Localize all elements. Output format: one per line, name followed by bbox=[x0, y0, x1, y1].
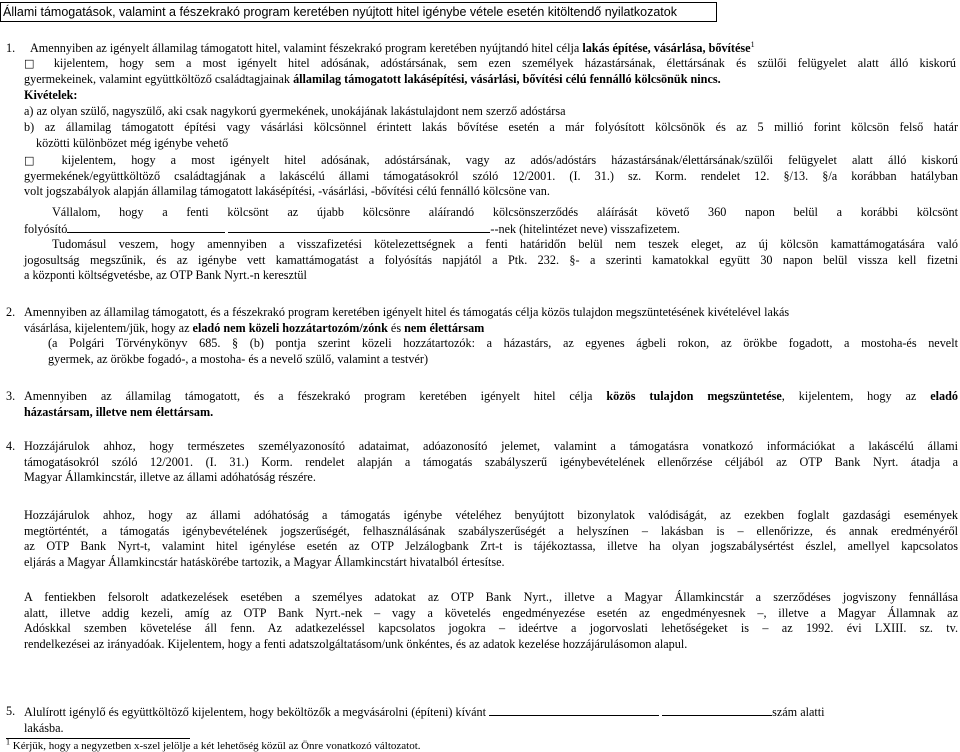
s4-p2-line1: Hozzájárulok ahhoz, hogy az állami adóhatóság a támogatás igénybe vételéhez benyújtott bizonylatok valódiságát, az ezekben foglalt gazdasági események bbox=[24, 508, 958, 522]
section-5-number: 5. bbox=[6, 704, 16, 718]
s3-line1-start: Amennyiben az államilag támogatott, és a fészekrakó program keretében igényelt hitel célja bbox=[24, 389, 593, 403]
decl2-line2: gyermekének/együttköltöző családtagjának a lakáscélú állami támogatásokról szóló 12/2001. (I. 31.) sz. Korm. rendelet 12. §/13. §/a korábban hatályban bbox=[24, 168, 958, 183]
exc-b-line2: közötti különbözet még igénybe vehető bbox=[36, 135, 229, 150]
section-4-paragraph-3 bbox=[24, 590, 958, 652]
section-4-number: 4. bbox=[6, 439, 16, 453]
exception-a: a) az olyan szülő, nagyszülő, aki csak nagykorú gyermekének, unokájának lakástulajdont nem szerző adóstársa bbox=[24, 104, 566, 118]
s3-line1-bold1: közös tulajdon megszüntetése bbox=[606, 389, 782, 403]
section-5-text bbox=[24, 704, 958, 736]
s4-p1-line1: Hozzájárulok ahhoz, hogy természetes személyazonosító adataimat, adóazonosító jelemet, valamint a támogatásra vonatkozó információkat a lakáscélú állami bbox=[24, 439, 958, 453]
section-1-intro-bold: lakás építése, vásárlása, bővítése bbox=[582, 41, 751, 55]
acknowledgement bbox=[24, 237, 958, 284]
s2-line3: (a Polgári Törvénykönyv 685. § (b) pontja szerint közeli hozzátartozók: a házastárs, az egyenes ágbeli rokon, az örökbe fogadott, a mostoha-és nevelt bbox=[48, 336, 958, 350]
s4-p3-line4: rendelkezései az irányadóak. Kijelentem, hogy a fenti adatszolgáltatásom/unk önkéntes, és az adatok kezelése hozzájárulásomon alapul. bbox=[24, 636, 688, 651]
s4-p3-line2: alatt, illetve addig kezeli, amíg az OTP Bank Nyrt.-nek – vagy a követelés engedményezése esetén az engedményesnek –, illetve a Magyar Államnak az bbox=[24, 605, 958, 620]
ack-line3: a központi költségvetésbe, az OTP Bank Nyrt.-n keresztül bbox=[24, 268, 307, 282]
undertake-line2-end: --nek (hitelintézet neve) visszafizetem. bbox=[490, 221, 680, 236]
undertake-line2-start: folyósító bbox=[24, 221, 68, 236]
undertake-line1: Vállalom, hogy a fenti kölcsönt az újabb kölcsönre aláírandó kölcsönszerződés aláírását követő 360 napon belül a korábbi kölcsönt bbox=[52, 205, 958, 219]
exception-b bbox=[24, 120, 958, 151]
checkbox-declaration-1[interactable]: □ bbox=[24, 57, 43, 70]
undertaking bbox=[24, 205, 958, 237]
s2-line2-start: vásárlása, kijelentem/jük, hogy az bbox=[24, 320, 190, 335]
ack-line1: Tudomásul veszem, hogy amennyiben a visszafizetési kötelezettségnek a fenti határidőn belül nem teszek eleget, az új kölcsön kamattámogatására való bbox=[52, 237, 958, 251]
s2-line2-bold1: eladó nem közeli hozzátartozóm/zónk bbox=[192, 320, 388, 335]
s4-p2-line3: az OTP Bank Nyrt-t, valamint hitel igénylése esetén az OTP Jelzálogbank Zrt-t is tájékoztassa, illetve ha olyan jogszabálysértést észlel, amellyel kapcsolatos bbox=[24, 539, 958, 553]
document-title: Állami támogatások, valamint a fészekrakó program keretében nyújtott hitel igénybe vétele esetén kitöltendő nyilatkozatok bbox=[0, 2, 717, 22]
s3-line2-bold: házastársam, illetve nem élettársam. bbox=[24, 404, 214, 419]
s5-line1-start: Alulírott igénylő és együttköltöző kijelentem, hogy beköltözők a megvásárolni (építeni) kívánt bbox=[24, 705, 487, 719]
lender-name-field-1[interactable] bbox=[67, 221, 225, 233]
decl2-line3: volt jogszabályok alapján államilag támogatott lakásépítési, -vásárlási, -bővítési célú fennálló kölcsöne van. bbox=[24, 184, 550, 198]
section-3-text bbox=[24, 389, 958, 420]
s5-line1-end: szám alatti bbox=[772, 705, 825, 719]
checkbox-declaration-2[interactable]: □ bbox=[24, 154, 47, 167]
section-1-intro-text: Amennyiben az igényelt államilag támogatott hitel, valamint fészekrakó program keretében nyújtandó hitel célja bbox=[30, 41, 580, 55]
ack-line2: jogosultság megszűnik, és az igénybe vett kamattámogatást a folyósítás napjától a Ptk. 232. §- a szerinti kamatokkal együtt 30 napon belül vissza kell fizetni bbox=[24, 252, 958, 267]
s4-p2-line4: eljárás a Magyar Államkincstár hatáskörébe tartozik, a Magyar Államkincstárt hivatalból értesítse. bbox=[24, 554, 505, 569]
decl2-line1: kijelentem, hogy a most igényelt hitel adósának, adóstársának, vagy az adós/adóstárs házastársának/élettársának/szülői felügyelet alatt álló kiskorú bbox=[61, 153, 958, 167]
exceptions-label: Kivételek: bbox=[24, 88, 78, 102]
lender-name-field-2[interactable] bbox=[228, 221, 490, 233]
section-2-number: 2. bbox=[6, 305, 16, 319]
footnote-ref: 1 bbox=[750, 39, 755, 49]
address-field-2[interactable] bbox=[662, 704, 772, 716]
s2-line4: gyermek, az örökbe fogadó-, a mostoha- és a nevelő szülő, valamint a testvér) bbox=[48, 351, 429, 366]
footnote-body: Kérjük, hogy a negyzetben x-szel jelölje a két lehetőség közül az Önre vonatkozó változatot. bbox=[12, 740, 421, 752]
section-3-number: 3. bbox=[6, 389, 16, 403]
s2-line2-bold2: nem élettársam bbox=[404, 320, 485, 335]
section-4-paragraph-1 bbox=[24, 439, 958, 486]
s4-p2-line2: megtörténtét, a támogatás igénybevételének jogszerűségét, felhasználásának szabályszerűségét a helyszínen – lakásban is – ellenőrizze, és annak eredményéről bbox=[24, 523, 958, 538]
s3-line1-mid: , kijelentem, hogy az bbox=[781, 389, 917, 403]
footnote-rule bbox=[6, 738, 190, 739]
s3-line1-bold2: eladó bbox=[930, 389, 959, 403]
decl1-bold: államilag támogatott lakásépítési, vásárlási, bővítési célú fennálló kölcsönük nincs. bbox=[293, 71, 721, 86]
s4-p3-line3: Adóskkal szemben követelése áll fenn. Az adatkezeléssel kapcsolatos jogokra – ideértve a jogorvoslati lehetőségeket is – az 1992. évi LXIII. sz. tv. bbox=[24, 621, 958, 635]
footnote-number: 1 bbox=[6, 737, 10, 747]
exc-b-line1: b) az államilag támogatott építési vagy vásárlási kölcsönnel érintett lakás bővítése esetén a már folyósított kölcsönök és az 5 millió forint kölcsön felső határ bbox=[24, 120, 958, 134]
s2-line2-mid: és bbox=[390, 320, 402, 335]
section-1-intro bbox=[30, 41, 955, 57]
decl1-line1: kijelentem, hogy sem a most igényelt hitel adósának, adóstársának, sem ezen személyek házastársának, élettársának és szülői felügyelet alatt álló kiskorú bbox=[53, 56, 957, 70]
section-4-paragraph-2 bbox=[24, 508, 958, 570]
s4-p1-line3: Magyar Államkincstár, illetve az állami adóhatóság részére. bbox=[24, 470, 316, 484]
declaration-1 bbox=[24, 56, 956, 87]
s2-line1: Amennyiben az államilag támogatott, és a fészekrakó program keretében igényelt hitel és támogatás célja közös tulajdon megszüntetésének kivételével lakás bbox=[24, 305, 790, 319]
s4-p3-line1: A fentiekben felsorolt adatkezelések esetében a személyes adatokat az OTP Bank Nyrt., illetve a Magyar Államkincstár a szerződéses jogviszony fennállása bbox=[24, 590, 958, 604]
decl1-line2: gyermekeinek, valamint együttköltöző családtagjainak bbox=[24, 71, 291, 86]
footnote-text bbox=[6, 737, 421, 752]
s4-p1-line2: támogatásokról szóló 12/2001. (I. 31.) Korm. rendelet alapján a támogatás szabályszerű igénybevételének ellenőrzése céljából az OTP Bank Nyrt. átadja a bbox=[24, 454, 958, 469]
section-2-text bbox=[24, 305, 958, 367]
section-1-number: 1. bbox=[6, 41, 16, 55]
s5-line2: lakásba. bbox=[24, 720, 64, 735]
address-field-1[interactable] bbox=[489, 704, 659, 716]
declaration-2 bbox=[24, 153, 958, 200]
